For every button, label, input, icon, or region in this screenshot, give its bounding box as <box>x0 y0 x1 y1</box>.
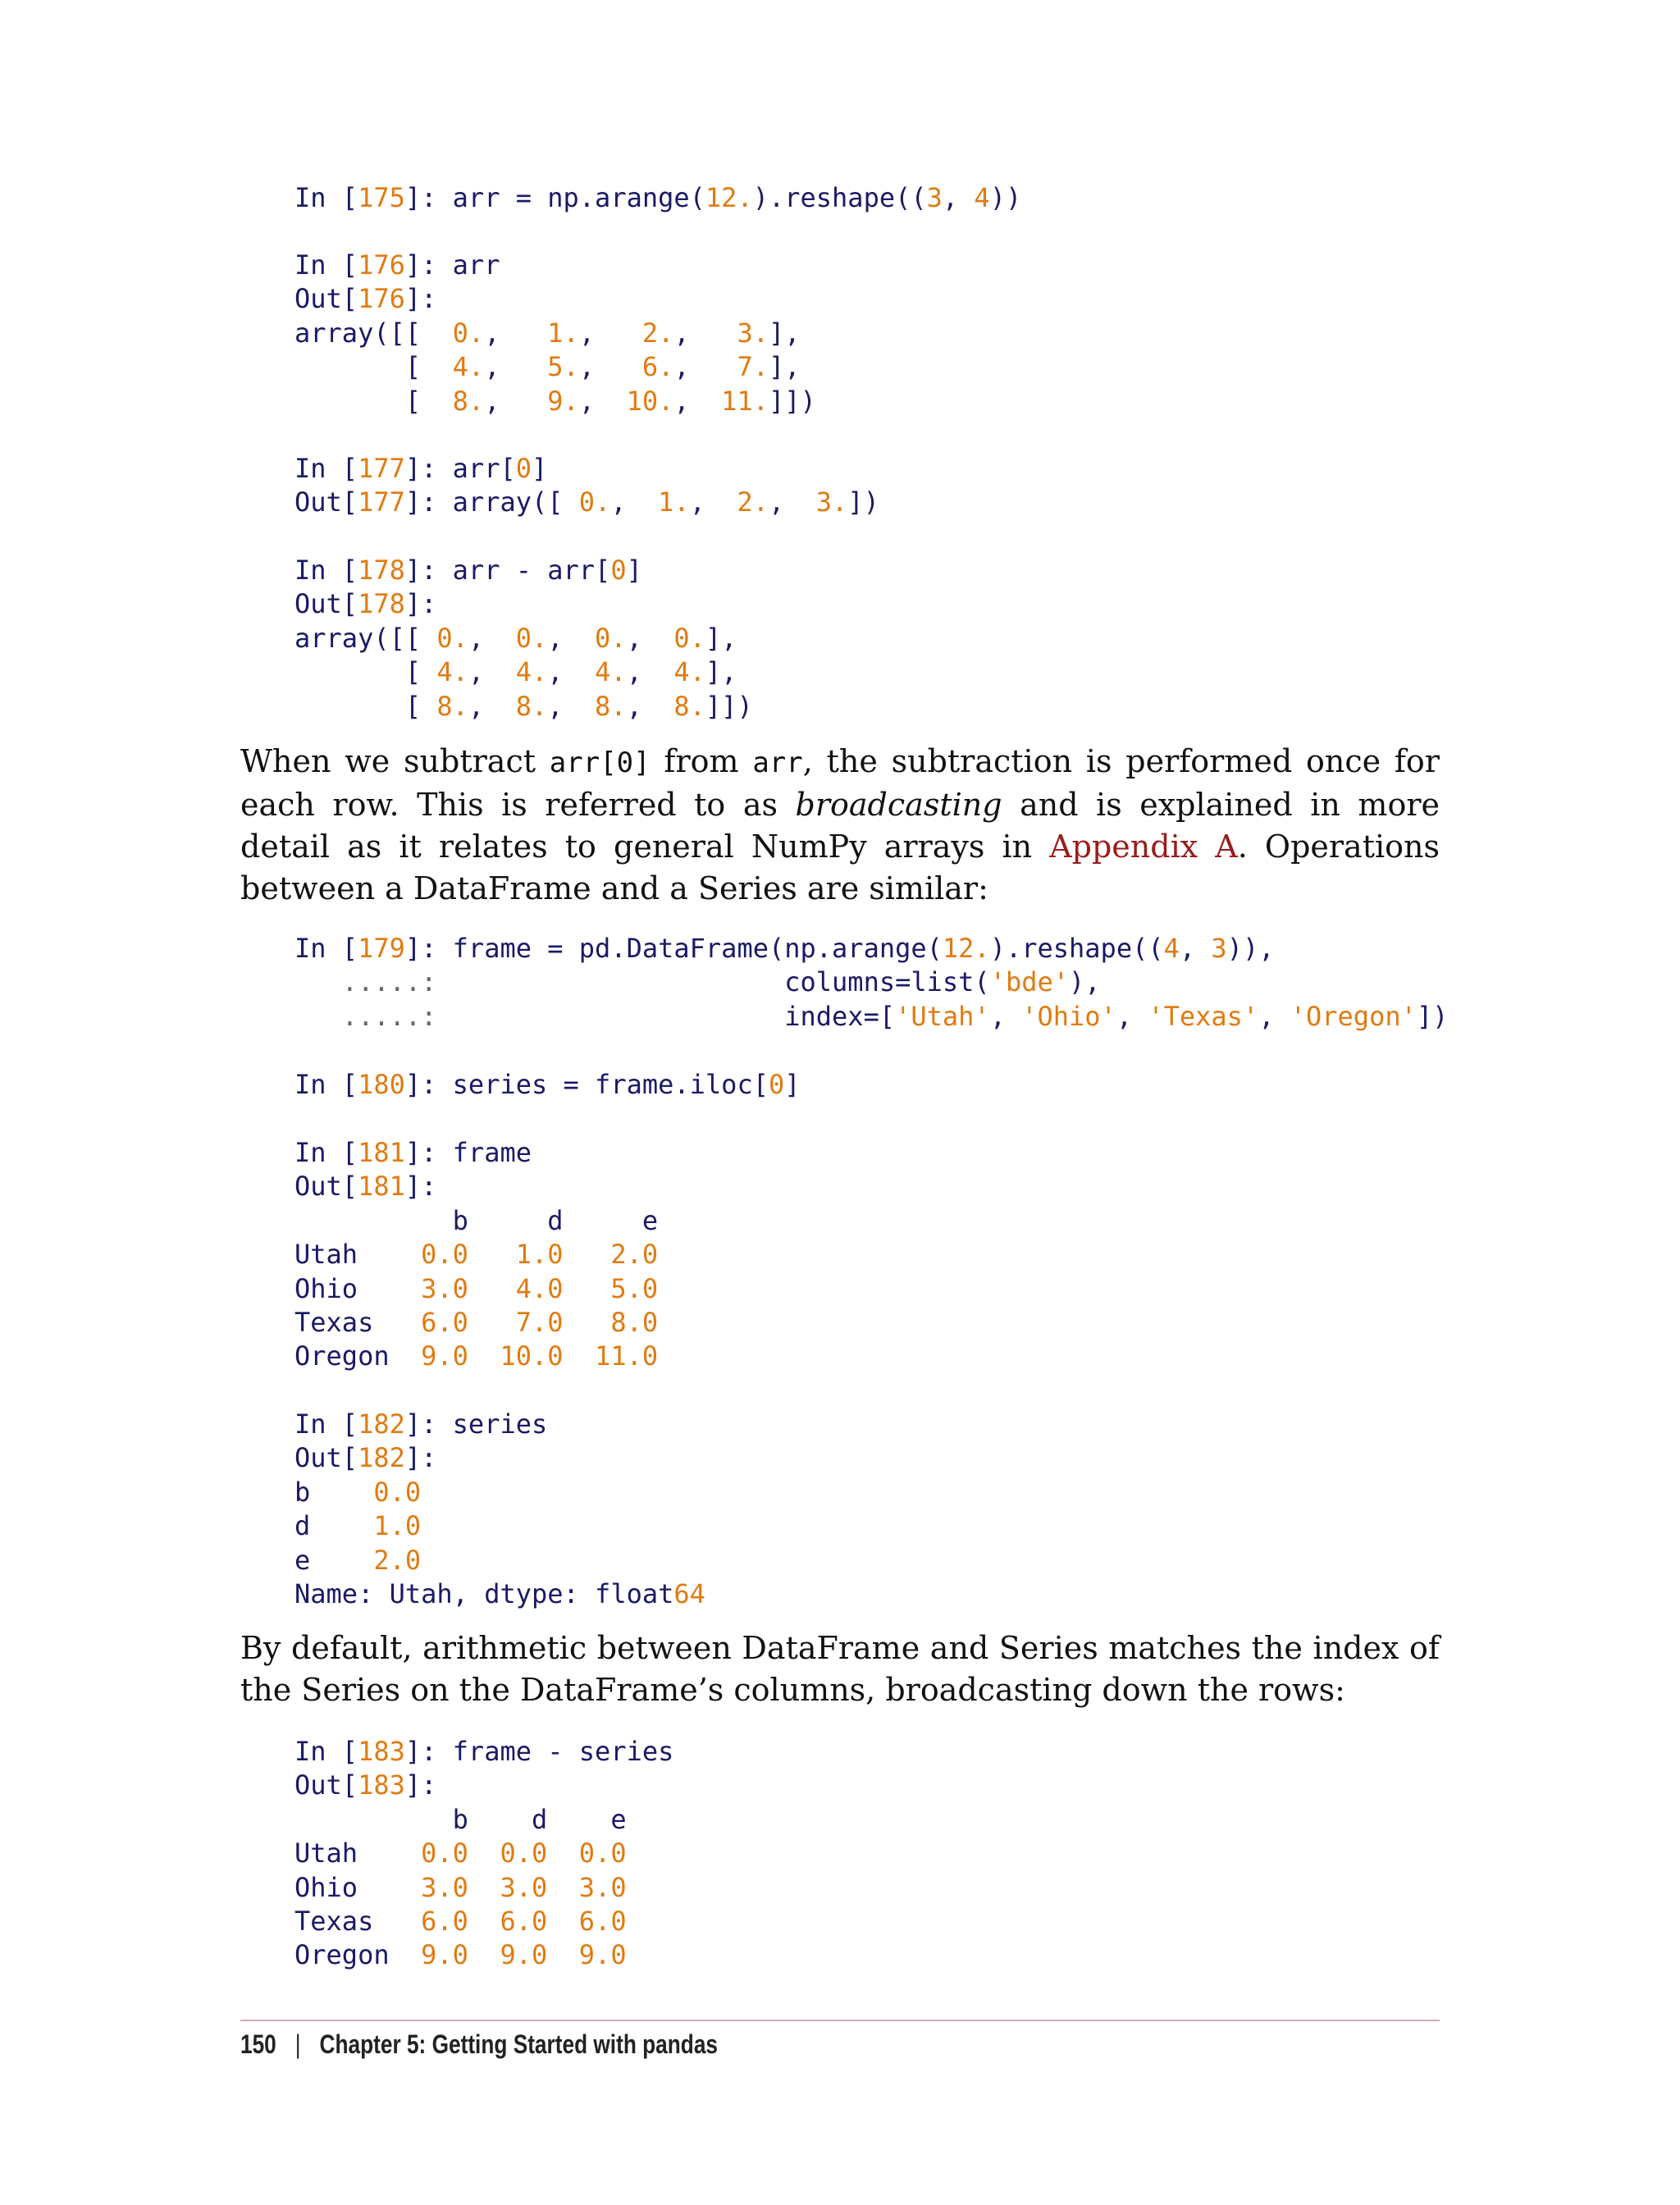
appendix-a-link[interactable]: Appendix A <box>1049 829 1238 865</box>
code-block-179 <box>294 932 1448 1034</box>
code-line: .....: columns=list('bde'), <box>341 966 1101 998</box>
footer-rule <box>240 2020 1440 2021</box>
code-line: Utah 0.0 0.0 0.0 <box>294 1838 627 1869</box>
code-line: Utah 0.0 1.0 2.0 <box>294 1239 659 1271</box>
text-run: from <box>650 743 753 779</box>
code-line: Oregon 9.0 9.0 9.0 <box>294 1939 627 1971</box>
code-line: In [175]: arr = np.arange(12.).reshape((3, 4)) <box>294 182 1022 213</box>
code-line: b 0.0 <box>294 1476 422 1508</box>
code-line: In [179]: frame = pd.DataFrame(np.arange(12.).reshape((4, 3)), <box>294 933 1275 964</box>
text-run: When we subtract <box>240 743 550 779</box>
footer-separator: | <box>294 2029 301 2059</box>
code-line: In [176]: arr <box>294 249 500 281</box>
text-run: , the subtraction is performed once for each row. This is referred to as <box>240 743 1440 823</box>
code-line: [ 4., 4., 4., 4.], <box>294 656 737 688</box>
code-line: e 2.0 <box>294 1544 422 1576</box>
emphasis-broadcasting: broadcasting <box>795 787 1002 823</box>
text-run: . Operations between a DataFrame and a Series are similar: <box>240 829 1440 906</box>
code-line: Texas 6.0 6.0 6.0 <box>294 1905 627 1937</box>
code-line: b d e <box>294 1204 659 1236</box>
code-line: d 1.0 <box>294 1510 422 1542</box>
code-line: array([[ 0., 0., 0., 0.], <box>294 622 737 654</box>
page-footer <box>240 2029 718 2060</box>
code-line: Name: Utah, dtype: float64 <box>294 1577 705 1609</box>
code-block-180 <box>294 1068 801 1102</box>
paragraph-broadcasting <box>240 741 1440 910</box>
inline-code-arr: arr <box>752 746 803 779</box>
code-line: Texas 6.0 7.0 8.0 <box>294 1306 659 1338</box>
code-line: In [181]: frame <box>294 1137 532 1168</box>
code-line: Out[177]: array([ 0., 1., 2., 3.]) <box>294 486 879 518</box>
code-line: Oregon 9.0 10.0 11.0 <box>294 1340 659 1372</box>
code-line: Out[176]: <box>294 283 437 315</box>
code-block-178 <box>294 554 753 724</box>
code-line: In [178]: arr - arr[0] <box>294 555 642 586</box>
code-block-177 <box>294 452 879 520</box>
code-block-183 <box>294 1735 673 1973</box>
code-line: array([[ 0., 1., 2., 3.], <box>294 317 801 349</box>
code-line: In [183]: frame - series <box>294 1736 674 1767</box>
inline-code-arr0: arr[0] <box>549 746 651 779</box>
code-line: [ 8., 9., 10., 11.]]) <box>294 385 816 417</box>
code-block-175 <box>294 181 1021 215</box>
code-line: Out[178]: <box>294 588 437 620</box>
code-line: In [182]: series <box>294 1408 548 1440</box>
page-number: 150 <box>240 2029 276 2059</box>
code-block-182 <box>294 1408 705 1611</box>
code-line: In [177]: arr[0] <box>294 453 548 484</box>
code-block-181 <box>294 1136 658 1374</box>
code-line: Ohio 3.0 3.0 3.0 <box>294 1871 627 1903</box>
code-line: [ 4., 5., 6., 7.], <box>294 351 801 383</box>
code-line: In [180]: series = frame.iloc[0] <box>294 1069 801 1100</box>
code-block-176 <box>294 249 816 418</box>
code-line: Out[181]: <box>294 1171 437 1203</box>
chapter-title: Chapter 5: Getting Started with pandas <box>319 2029 719 2059</box>
code-line: Ohio 3.0 4.0 5.0 <box>294 1272 659 1304</box>
paragraph-default-arithmetic: By default, arithmetic between DataFrame and Series matches the index of the Series on the DataFrame’s columns, broadcasting down the rows: <box>240 1630 1440 1708</box>
code-line: .....: index=['Utah', 'Ohio', 'Texas', 'Oregon']) <box>341 1000 1449 1032</box>
code-line: Out[182]: <box>294 1442 437 1474</box>
text-run: and is explained in more detail as it relates to general NumPy arrays in <box>240 787 1440 865</box>
code-line: b d e <box>294 1803 627 1835</box>
code-line: Out[183]: <box>294 1769 437 1801</box>
code-line: [ 8., 8., 8., 8.]]) <box>294 690 753 722</box>
